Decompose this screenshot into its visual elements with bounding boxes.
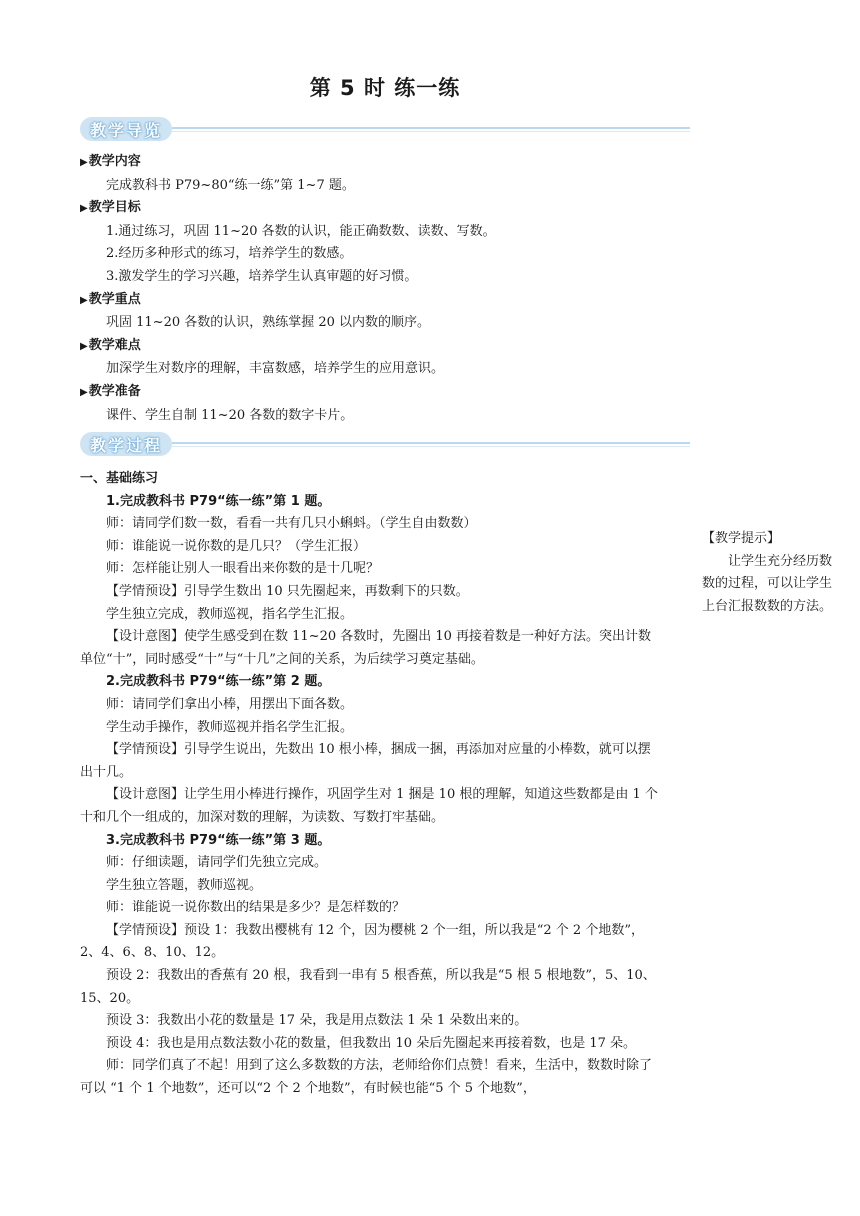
page-title: 第 5 时 练一练 <box>309 76 461 100</box>
banner-rule <box>172 127 690 129</box>
paragraph: 师：同学们真了不起！用到了这么多数数的方法，老师给你们点赞！看来，生活中，数数时除了可以 “1 个 1 个地数”，还可以“2 个 2 个地数”，有时候也能“5 个 5 个地数”， <box>80 1058 653 1097</box>
triangle-bullet-icon: ▶ <box>80 340 88 352</box>
paragraph: 预设 4：我也是用点数法数小花的数量，但我数出 10 朵后先圈起来再接着数，也是 17 朵。 <box>106 1035 637 1051</box>
difficulty-text: 加深学生对数序的理解，丰富数感，培养学生的应用意识。 <box>106 361 445 377</box>
paragraph: 学生独立完成，教师巡视，指名学生汇报。 <box>106 606 354 622</box>
process-banner-label: 教学过程 <box>89 435 162 455</box>
section-heading: 一、基础练习 <box>80 471 159 486</box>
paragraph: 师：请同学们拿出小棒，用摆出下面各数。 <box>106 696 354 712</box>
process-banner-pill <box>80 432 172 456</box>
paragraph: 师：怎样能让别人一眼看出来你数的是十几呢？ <box>106 561 380 577</box>
task-heading: 1.完成教科书 P79“练一练”第 1 题。 <box>106 493 331 509</box>
paragraph: 师：仔细读题，请同学们先独立完成。 <box>106 855 328 871</box>
guide-section <box>80 151 660 427</box>
guide-banner-label: 教学导览 <box>89 120 162 140</box>
prep-text: 课件、学生自制 11~20 各数的数字卡片。 <box>106 407 354 423</box>
prep-heading: ▶教学准备 <box>80 383 141 399</box>
goal-item: 1.通过练习，巩固 11~20 各数的认识，能正确数数、读数、写数。 <box>106 223 496 239</box>
goal-item: 3.激发学生的学习兴趣，培养学生认真审题的好习惯。 <box>106 268 418 284</box>
triangle-bullet-icon: ▶ <box>80 203 88 215</box>
paragraph: 【学情预设】引导学生说出，先数出 10 根小棒，捆成一捆，再添加对应量的小棒数，就可以摆出十几。 <box>80 742 651 780</box>
paragraph: 预设 2：我数出的香蕉有 20 根，我看到一串有 5 根香蕉，所以我是“5 根 5 根地数”，5、10、15、20。 <box>80 968 656 1006</box>
paragraph: 师：请同学们数一数，看看一共有几只小蝌蚪。（学生自由数数） <box>106 516 477 532</box>
guide-banner-pill <box>80 117 172 141</box>
paragraph: 【设计意图】让学生用小棒进行操作，巩固学生对 1 捆是 10 根的理解，知道这些数都是由 1 个十和几个一组成的，加深对数的理解，为读数、写数打牢基础。 <box>80 787 658 825</box>
paragraph: 学生动手操作，教师巡视并指名学生汇报。 <box>106 719 354 735</box>
triangle-bullet-icon: ▶ <box>80 157 88 168</box>
paragraph: 师：谁能说一说你数的是几只？（学生汇报） <box>106 538 367 554</box>
task-heading: 3.完成教科书 P79“练一练”第 3 题。 <box>106 832 331 848</box>
guide-banner <box>80 117 690 143</box>
task-heading: 2.完成教科书 P79“练一练”第 2 题。 <box>106 674 331 690</box>
paragraph: 师：谁能说一说你数出的结果是多少？是怎样数的？ <box>106 900 406 916</box>
difficulty-heading: ▶教学难点 <box>80 337 141 353</box>
goal-item: 2.经历多种形式的练习，培养学生的数感。 <box>106 246 353 262</box>
banner-rule-thin <box>172 131 690 132</box>
process-section <box>80 468 660 1101</box>
paragraph: 预设 3：我数出小花的数量是 17 朵，我是用点数法 1 朵 1 朵数出来的。 <box>106 1013 528 1029</box>
content-text: 完成教科书 P79~80“练一练”第 1~7 题。 <box>106 177 355 193</box>
paragraph: 【设计意图】使学生感受到在数 11~20 各数时，先圈出 10 再接着数是一种好方法。突出计数单位“十”，同时感受“十”与“十几”之间的关系，为后续学习奠定基础。 <box>80 629 652 667</box>
focus-heading: ▶教学重点 <box>80 291 141 307</box>
focus-text: 巩固 11~20 各数的认识，熟练掌握 20 以内数的顺序。 <box>106 315 431 331</box>
paragraph: 【学情预设】预设 1：我数出樱桃有 12 个，因为樱桃 2 个一组，所以我是“2 个 2 个地数”，2、4、6、8、10、12。 <box>80 922 644 961</box>
paragraph: 【学情预设】引导学生数出 10 只先圈起来，再数剩下的只数。 <box>106 583 469 599</box>
process-banner <box>80 432 690 458</box>
sidebar-text: 让学生充分经历数数的过程，可以让学生上台汇报数数的方法。 <box>702 553 833 614</box>
triangle-bullet-icon: ▶ <box>80 294 88 306</box>
content-heading: ▶教学内容 <box>80 154 141 169</box>
teaching-tip-sidebar <box>702 528 832 618</box>
banner-rule-thin <box>172 446 690 447</box>
banner-rule <box>172 442 690 444</box>
triangle-bullet-icon: ▶ <box>80 386 88 398</box>
sidebar-heading: 【教学提示】 <box>702 531 781 546</box>
paragraph: 学生独立答题，教师巡视。 <box>106 877 263 893</box>
goals-heading: ▶教学目标 <box>80 200 141 216</box>
